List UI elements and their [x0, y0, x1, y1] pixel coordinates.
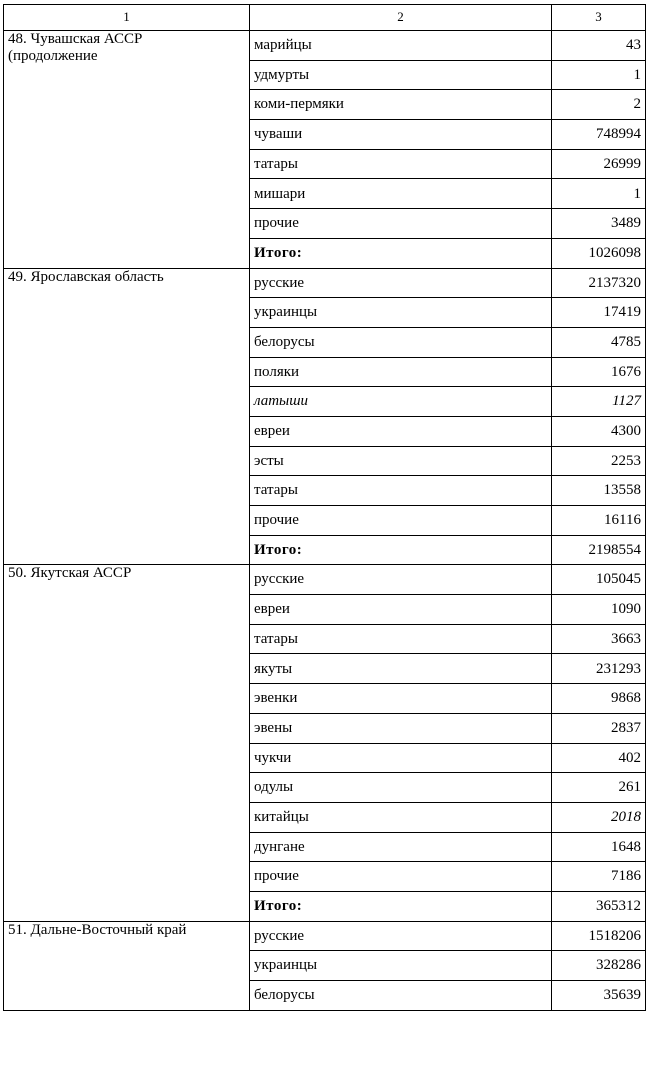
population-value: 748994 [552, 120, 646, 150]
population-value: 13558 [552, 476, 646, 506]
population-value: 2137320 [552, 268, 646, 298]
nationality-name: мишари [250, 179, 552, 209]
nationality-name: русские [250, 921, 552, 951]
nationality-name: прочие [250, 862, 552, 892]
nationality-name: татары [250, 624, 552, 654]
population-value: 1090 [552, 595, 646, 625]
population-value: 16116 [552, 506, 646, 536]
nationality-name: татары [250, 149, 552, 179]
population-value: 1 [552, 179, 646, 209]
total-label: Итого: [250, 535, 552, 565]
table-body [4, 31, 646, 1011]
population-value: 2018 [552, 802, 646, 832]
region-name: 51. Дальне-Восточный край [4, 921, 250, 1010]
population-value: 35639 [552, 981, 646, 1011]
total-value: 1026098 [552, 238, 646, 268]
header-col-1: 1 [4, 5, 250, 31]
table-row [4, 31, 646, 61]
total-value: 2198554 [552, 535, 646, 565]
nationality-name: евреи [250, 595, 552, 625]
nationality-name: поляки [250, 357, 552, 387]
population-value: 402 [552, 743, 646, 773]
nationality-name: русские [250, 268, 552, 298]
population-value: 1676 [552, 357, 646, 387]
population-value: 43 [552, 31, 646, 61]
header-col-2: 2 [250, 5, 552, 31]
nationality-name: одулы [250, 773, 552, 803]
header-col-3: 3 [552, 5, 646, 31]
population-value: 4785 [552, 327, 646, 357]
population-value: 328286 [552, 951, 646, 981]
nationality-name: татары [250, 476, 552, 506]
population-value: 17419 [552, 298, 646, 328]
nationality-name: коми-пермяки [250, 90, 552, 120]
nationality-name: русские [250, 565, 552, 595]
nationality-name: украинцы [250, 298, 552, 328]
region-name: 50. Якутская АССР [4, 565, 250, 921]
population-value: 1 [552, 60, 646, 90]
population-value: 9868 [552, 684, 646, 714]
population-value: 261 [552, 773, 646, 803]
header-row [4, 5, 646, 31]
population-table [3, 4, 646, 1011]
nationality-name: чукчи [250, 743, 552, 773]
nationality-name: дунгане [250, 832, 552, 862]
population-value: 2253 [552, 446, 646, 476]
total-label: Итого: [250, 891, 552, 921]
nationality-name: белорусы [250, 327, 552, 357]
population-value: 1518206 [552, 921, 646, 951]
population-value: 105045 [552, 565, 646, 595]
nationality-name: эсты [250, 446, 552, 476]
population-value: 7186 [552, 862, 646, 892]
total-label: Итого: [250, 238, 552, 268]
total-value: 365312 [552, 891, 646, 921]
nationality-name: удмурты [250, 60, 552, 90]
table-row [4, 921, 646, 951]
population-value: 2837 [552, 713, 646, 743]
region-name: 49. Ярославская область [4, 268, 250, 565]
table-row [4, 565, 646, 595]
population-value: 26999 [552, 149, 646, 179]
population-value: 3663 [552, 624, 646, 654]
population-value: 2 [552, 90, 646, 120]
nationality-name: чуваши [250, 120, 552, 150]
region-name: 48. Чувашская АССР (продолжение [4, 31, 250, 269]
population-value: 231293 [552, 654, 646, 684]
nationality-name: прочие [250, 506, 552, 536]
table-row [4, 268, 646, 298]
population-value: 1648 [552, 832, 646, 862]
population-value: 4300 [552, 416, 646, 446]
population-value: 1127 [552, 387, 646, 417]
nationality-name: прочие [250, 209, 552, 239]
nationality-name: эвены [250, 713, 552, 743]
nationality-name: латыши [250, 387, 552, 417]
nationality-name: марийцы [250, 31, 552, 61]
nationality-name: украинцы [250, 951, 552, 981]
nationality-name: белорусы [250, 981, 552, 1011]
nationality-name: якуты [250, 654, 552, 684]
nationality-name: евреи [250, 416, 552, 446]
nationality-name: эвенки [250, 684, 552, 714]
nationality-name: китайцы [250, 802, 552, 832]
population-value: 3489 [552, 209, 646, 239]
